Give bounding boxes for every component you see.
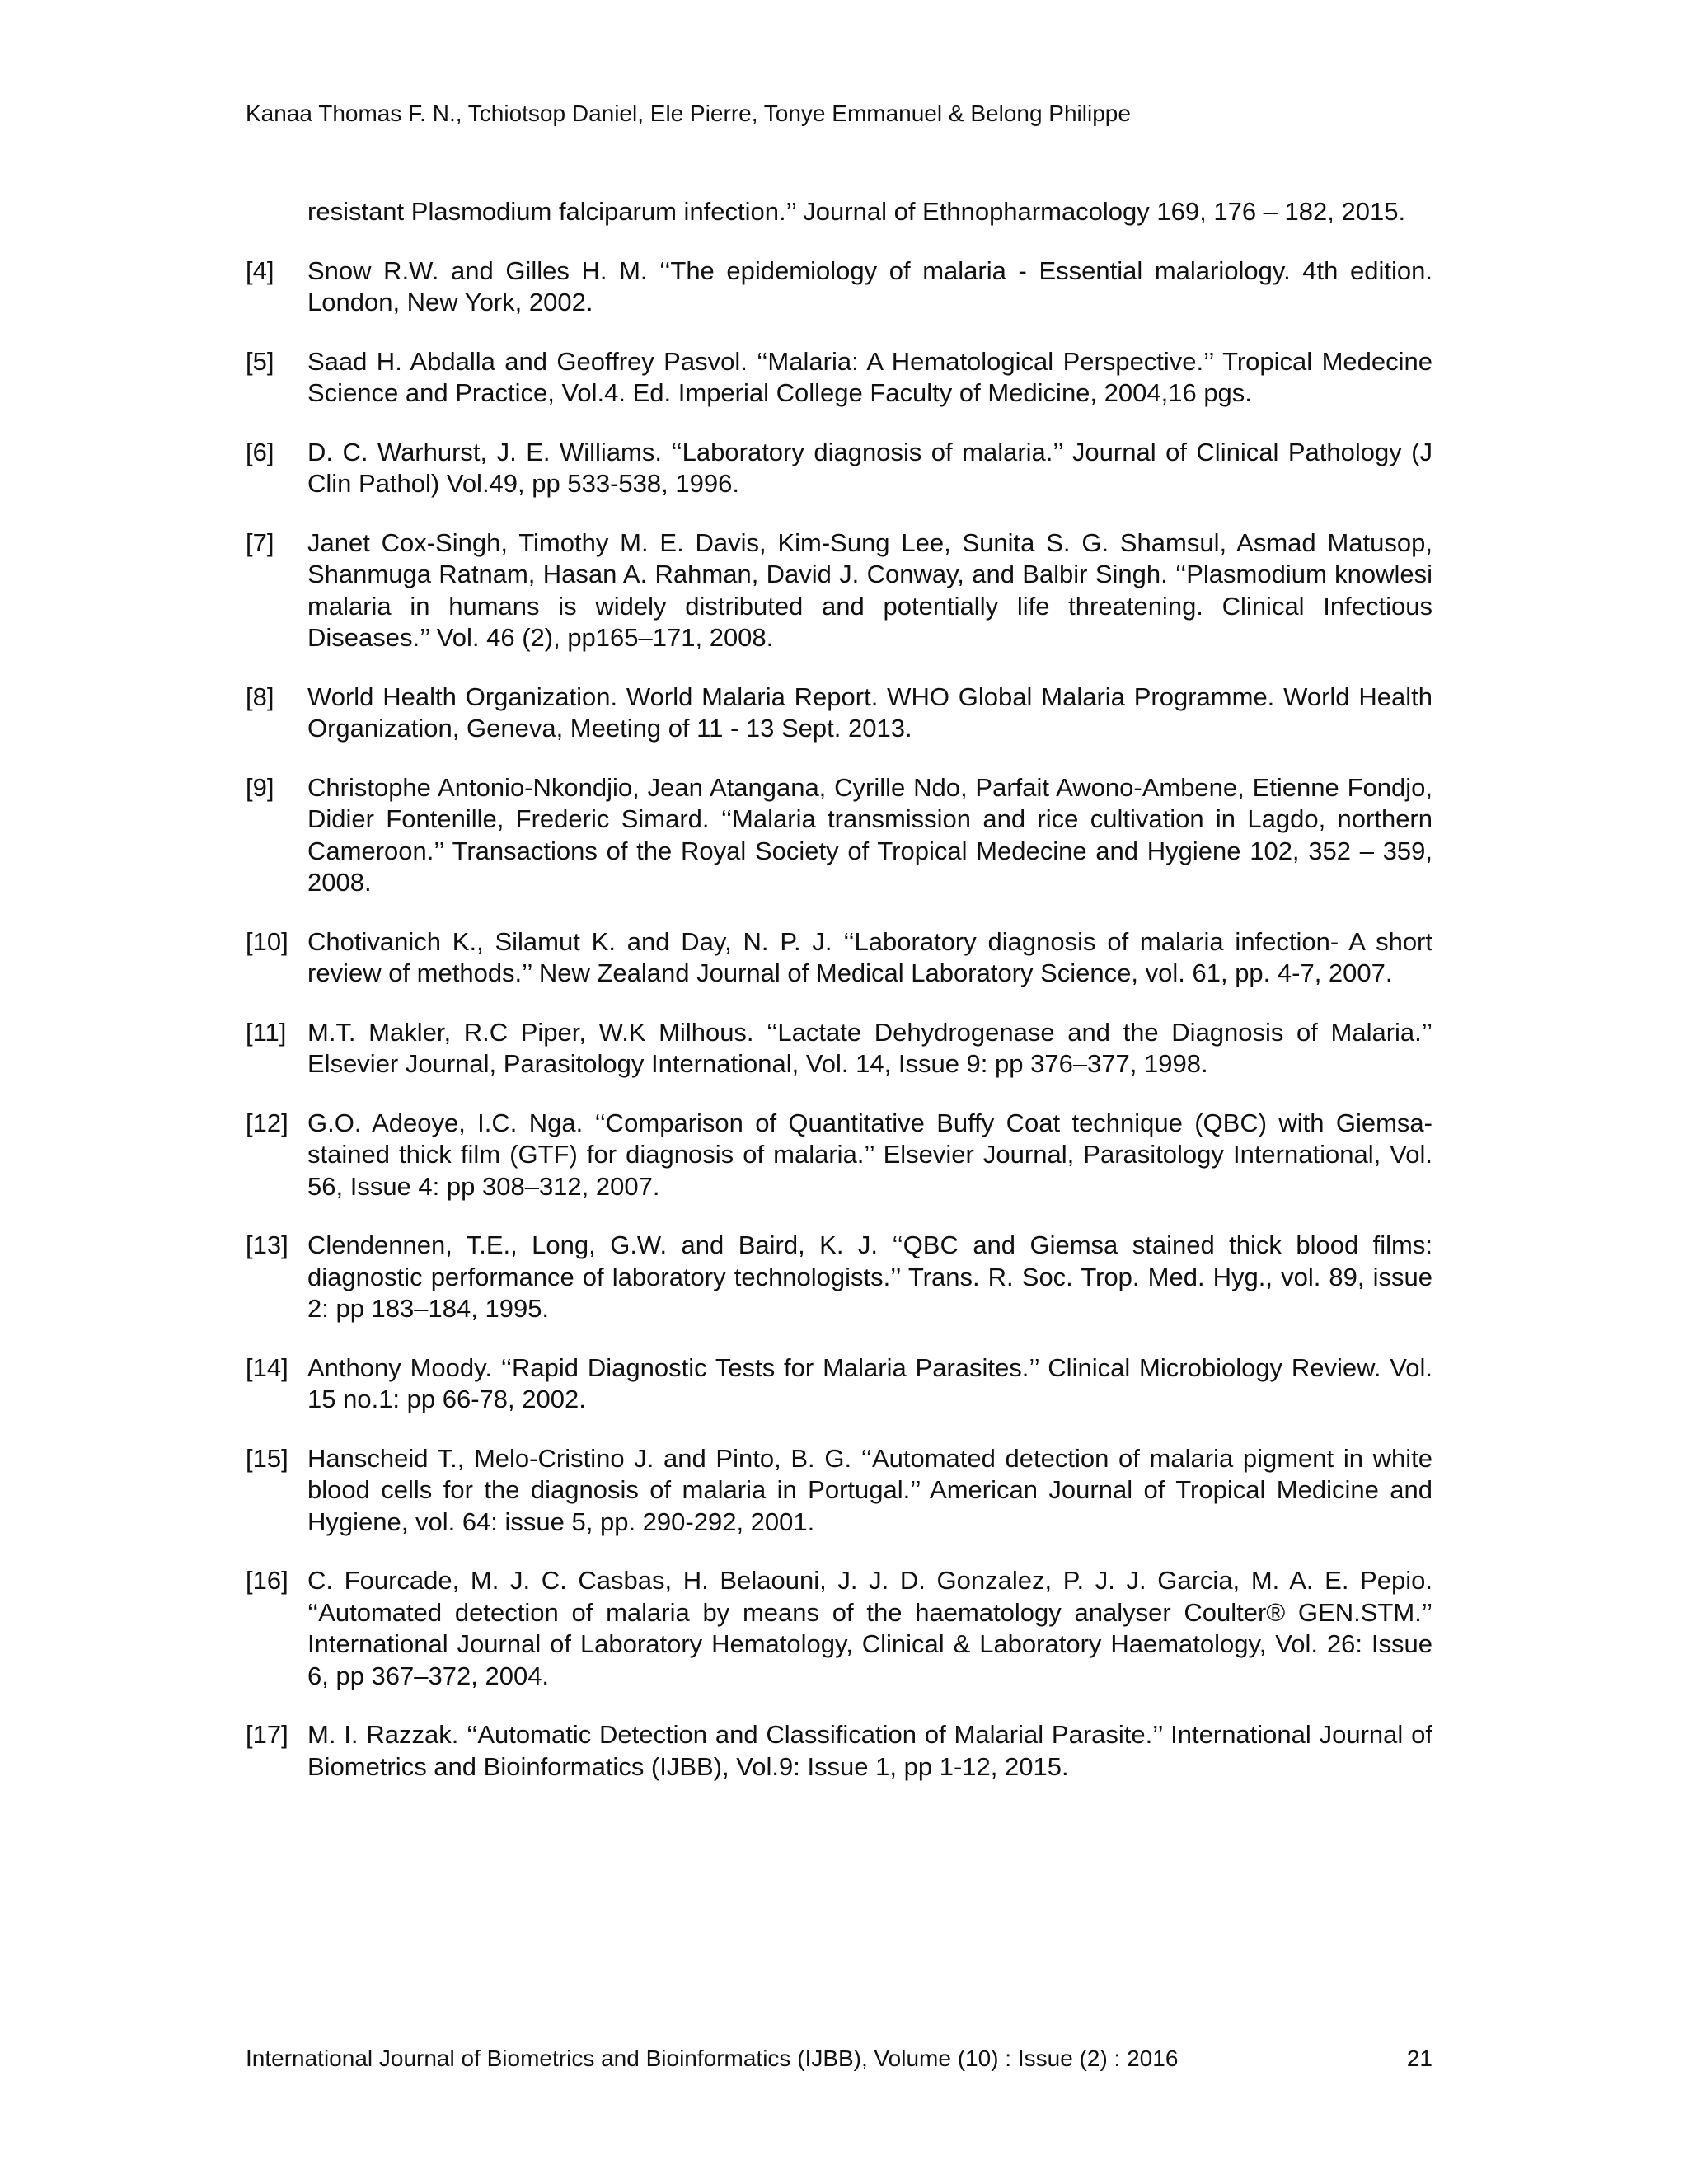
reference-17 — [246, 1719, 1432, 1783]
reference-text: World Health Organization. World Malaria Report. WHO Global Malaria Programme. World Health Organization, Geneva, Meeting of 11 - 13 Sept. 2013. — [307, 682, 1432, 743]
footer-journal: International Journal of Biometrics and Bioinformatics (IJBB), Volume (10) : Issue (2) : 2016 — [246, 2046, 1179, 2071]
reference-text: Saad H. Abdalla and Geoffrey Pasvol. ‘‘Malaria: A Hematological Perspective.’’ Tropical Medecine Science and Practice, Vol.4. Ed. Imperial College Faculty of Medicine, 2004,16 pgs. — [307, 346, 1432, 407]
reference-number: [17] — [246, 1720, 288, 1749]
reference-number: [6] — [246, 437, 274, 466]
reference-text: M.T. Makler, R.C Piper, W.K Milhous. ‘‘Lactate Dehydrogenase and the Diagnosis of Malaria.’’ Elsevier Journal, Parasitology International, Vol. 14, Issue 9: pp 376–377, 1998. — [307, 1017, 1432, 1078]
reference-text: G.O. Adeoye, I.C. Nga. ‘‘Comparison of Quantitative Buffy Coat technique (QBC) with Giemsa-stained thick film (GTF) for diagnosis of malaria.’’ Elsevier Journal, Parasitology International, Vol. 56, Issue 4: pp 308–312, 2007. — [307, 1108, 1432, 1201]
reference-number: [7] — [246, 527, 274, 557]
reference-text: Snow R.W. and Gilles H. M. ‘‘The epidemiology of malaria - Essential malariology. 4th edition. London, New York, 2002. — [307, 255, 1432, 316]
running-footer — [246, 2044, 1432, 2074]
reference-4 — [246, 255, 1432, 319]
reference-10 — [246, 926, 1432, 990]
reference-text: Clendennen, T.E., Long, G.W. and Baird, K. J. ‘‘QBC and Giemsa stained thick blood films: diagnostic performance of laboratory technologists.’’ Trans. R. Soc. Trop. Med. Hyg., vol. 89, issue 2: pp 183–184, 1995. — [307, 1230, 1432, 1323]
reference-number: [5] — [246, 346, 274, 376]
reference-text: Anthony Moody. ‘‘Rapid Diagnostic Tests for Malaria Parasites.’’ Clinical Microbiology Review. Vol. 15 no.1: pp 66-78, 2002. — [307, 1352, 1432, 1413]
reference-11 — [246, 1017, 1432, 1080]
reference-15 — [246, 1443, 1432, 1539]
reference-list — [246, 196, 1432, 1810]
reference-16 — [246, 1565, 1432, 1692]
reference-5 — [246, 346, 1432, 410]
page-number: 21 — [1406, 2046, 1432, 2071]
reference-number: [9] — [246, 772, 274, 802]
reference-number: [16] — [246, 1566, 288, 1595]
reference-7 — [246, 527, 1432, 654]
reference-number: [14] — [246, 1352, 288, 1382]
running-header: Kanaa Thomas F. N., Tchiotsop Daniel, Ele Pierre, Tonye Emmanuel & Belong Philippe — [246, 101, 1131, 126]
reference-number: [15] — [246, 1443, 288, 1473]
reference-text: D. C. Warhurst, J. E. Williams. ‘‘Laboratory diagnosis of malaria.’’ Journal of Clinical Pathology (J Clin Pathol) Vol.49, pp 533-538, 1996. — [307, 437, 1432, 498]
reference-text: C. Fourcade, M. J. C. Casbas, H. Belaouni, J. J. D. Gonzalez, P. J. J. Garcia, M. A. E. Pepio. ‘‘Automated detection of malaria by means of the haematology analyser Coulter® GEN.STM.’’ International Journal of Laboratory Hematology, Clinical & Laboratory Haematology, Vol. 26: Issue 6, pp 367–372, 2004. — [307, 1566, 1432, 1690]
reference-continuation — [246, 196, 1432, 228]
reference-number: [10] — [246, 926, 288, 956]
reference-8 — [246, 682, 1432, 745]
reference-14 — [246, 1352, 1432, 1416]
reference-text: Chotivanich K., Silamut K. and Day, N. P. J. ‘‘Laboratory diagnosis of malaria infection- A short review of methods.’’ New Zealand Journal of Medical Laboratory Science, vol. 61, pp. 4-7, 2007. — [307, 926, 1432, 987]
reference-12 — [246, 1108, 1432, 1203]
reference-number: [12] — [246, 1108, 288, 1137]
reference-number: [4] — [246, 255, 274, 285]
reference-6 — [246, 437, 1432, 500]
reference-13 — [246, 1230, 1432, 1325]
reference-text: Christophe Antonio-Nkondjio, Jean Atangana, Cyrille Ndo, Parfait Awono-Ambene, Etienne Fondjo, Didier Fontenille, Frederic Simard. ‘‘Malaria transmission and rice cultivation in Lagdo, northern Cameroon.’’ Transactions of the Royal Society of Tropical Medecine and Hygiene 102, 352 – 359, 2008. — [307, 772, 1432, 897]
reference-number: [11] — [246, 1017, 287, 1047]
reference-text: M. I. Razzak. ‘‘Automatic Detection and Classification of Malarial Parasite.’’ International Journal of Biometrics and Bioinformatics (IJBB), Vol.9: Issue 1, pp 1-12, 2015. — [307, 1720, 1432, 1781]
reference-text: Janet Cox-Singh, Timothy M. E. Davis, Kim-Sung Lee, Sunita S. G. Shamsul, Asmad Matusop, Shanmuga Ratnam, Hasan A. Rahman, David J. Conway, and Balbir Singh. ‘‘Plasmodium knowlesi malaria in humans is widely distributed and potentially life threatening. Clinical Infectious Diseases.’’ Vol. 46 (2), pp165–171, 2008. — [307, 527, 1432, 652]
reference-text: resistant Plasmodium falciparum infection.’’ Journal of Ethnopharmacology 169, 176 – 182, 2015. — [307, 197, 1406, 226]
reference-number: [13] — [246, 1230, 288, 1259]
reference-number: [8] — [246, 682, 274, 711]
reference-9 — [246, 772, 1432, 899]
reference-text: Hanscheid T., Melo-Cristino J. and Pinto, B. G. ‘‘Automated detection of malaria pigment in white blood cells for the diagnosis of malaria in Portugal.’’ American Journal of Tropical Medicine and Hygiene, vol. 64: issue 5, pp. 290-292, 2001. — [307, 1443, 1432, 1536]
